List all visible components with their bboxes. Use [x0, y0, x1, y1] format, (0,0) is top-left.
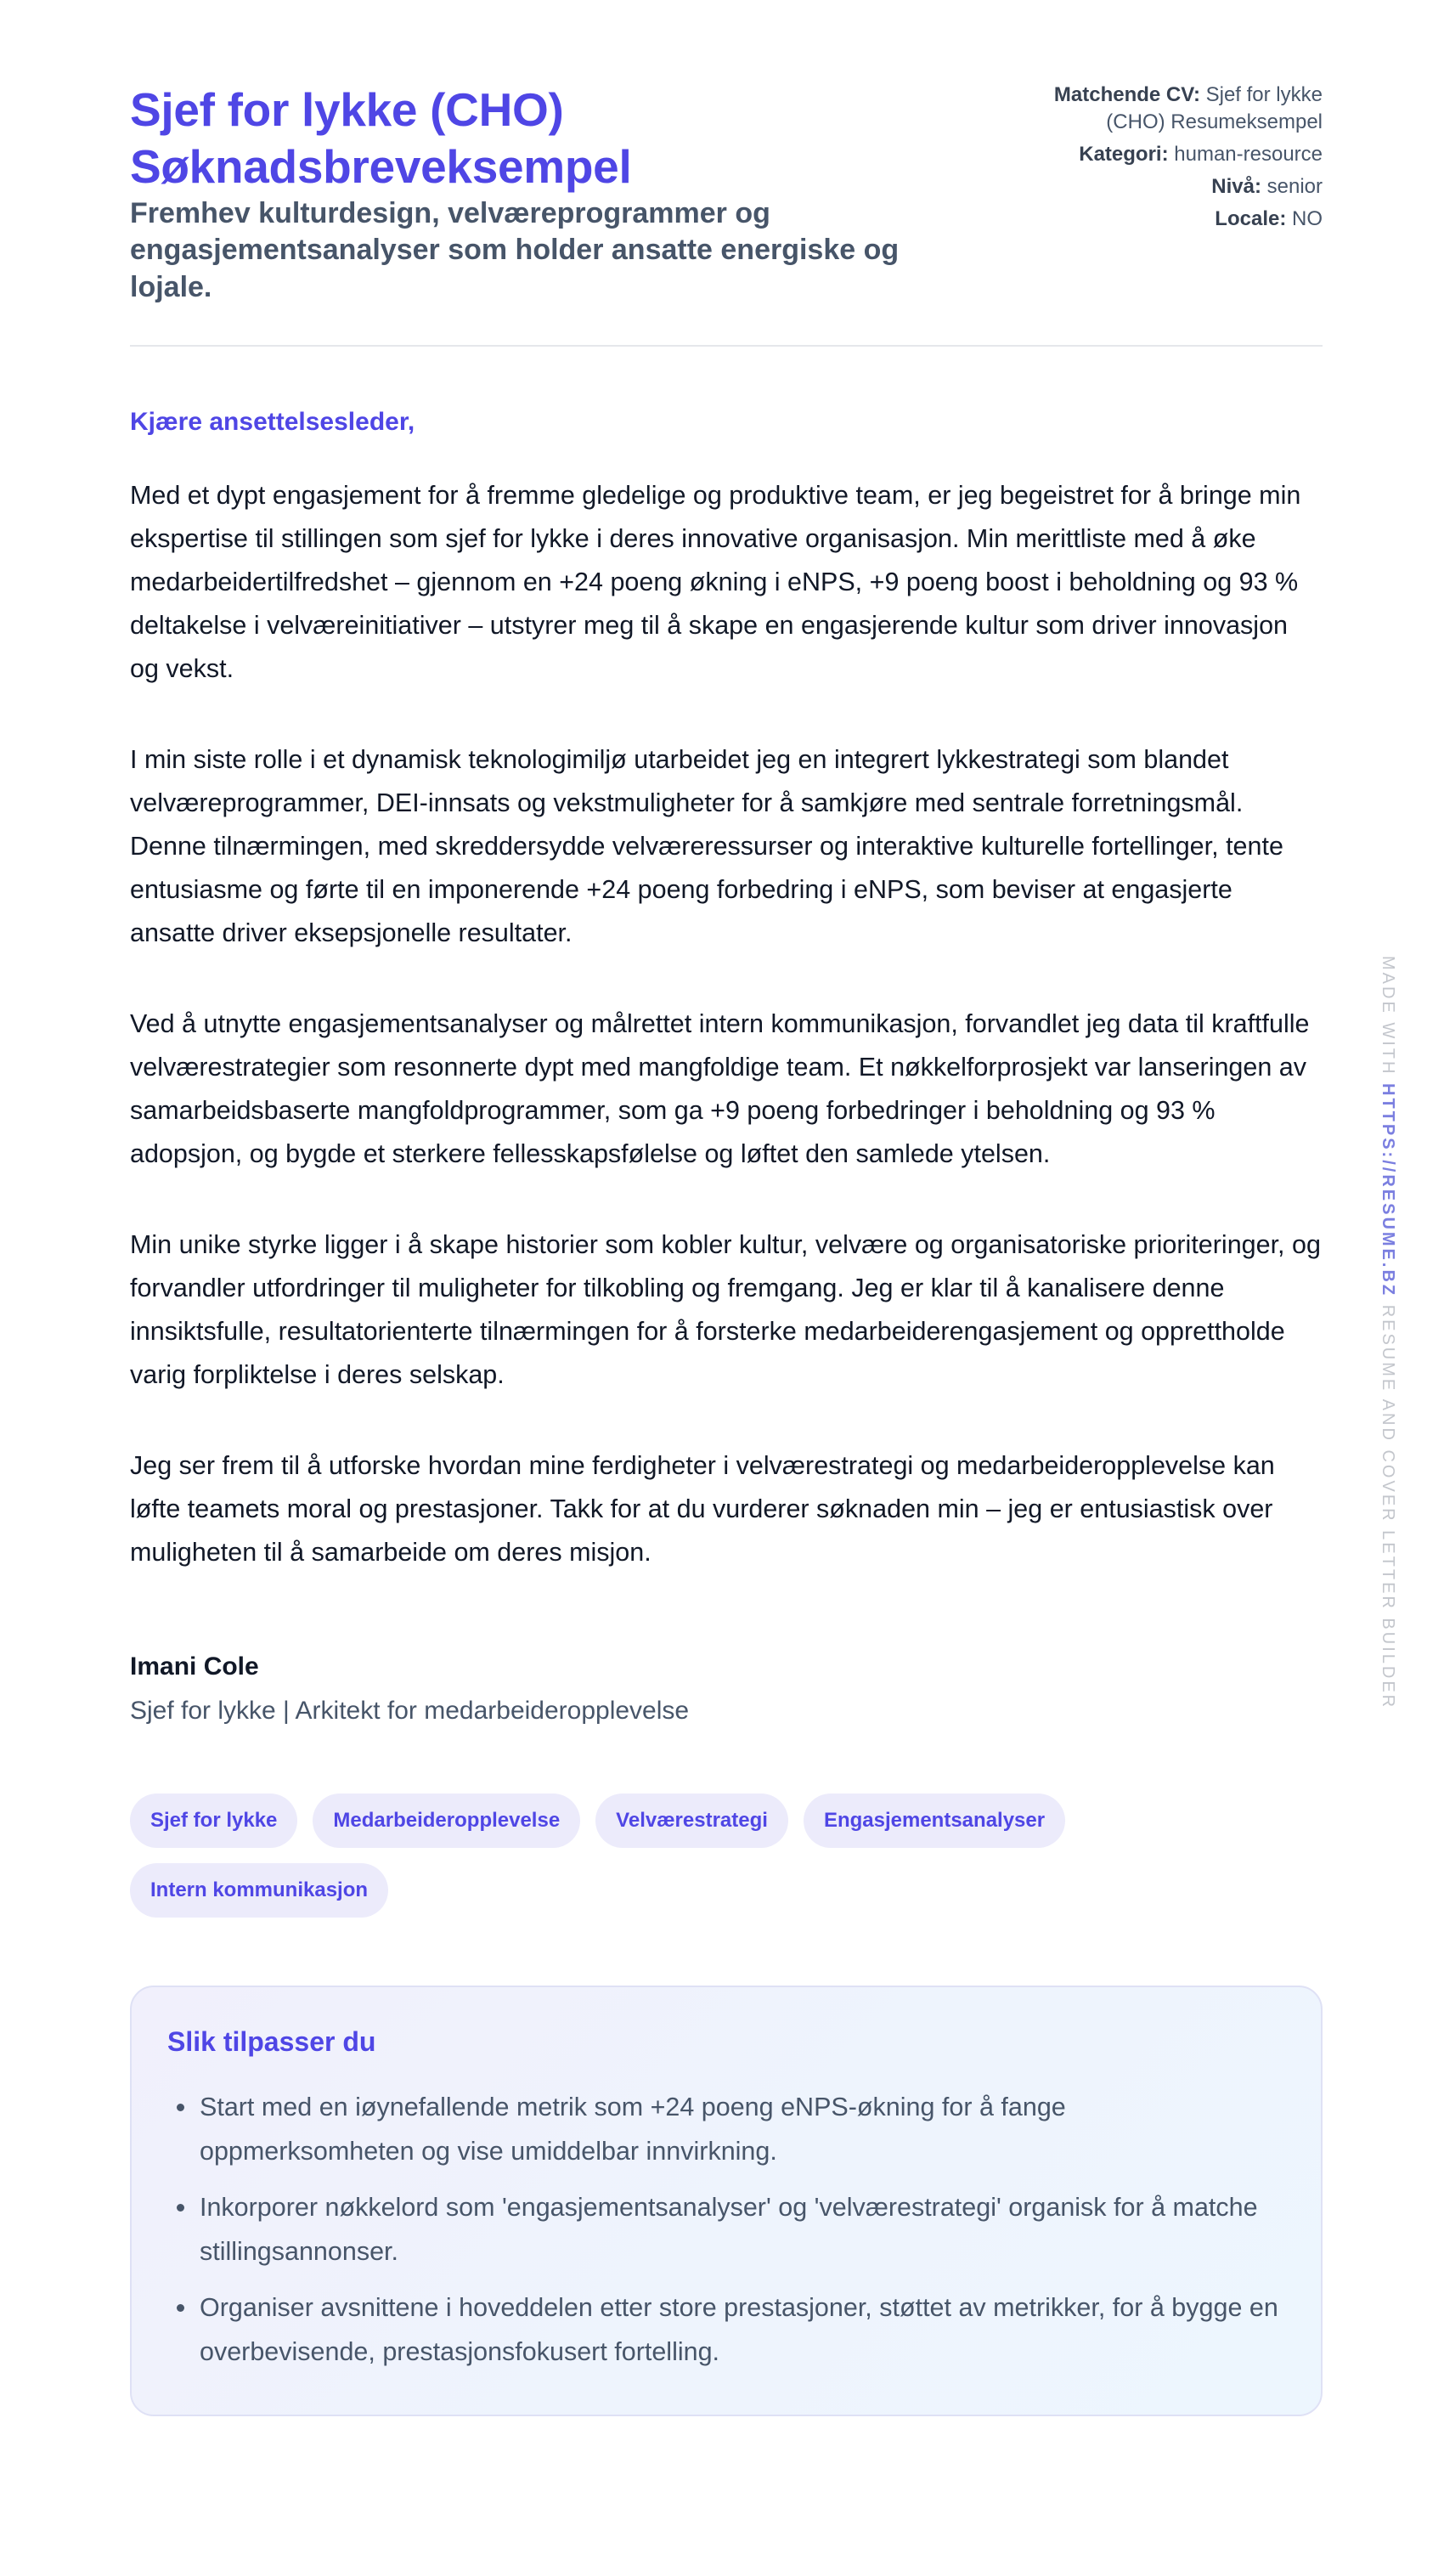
watermark — [1378, 956, 1397, 1709]
meta-locale — [1051, 206, 1323, 233]
meta-category — [1051, 141, 1323, 168]
watermark-prefix: MADE WITH — [1379, 956, 1397, 1076]
page-header — [130, 82, 1323, 347]
letter-body — [130, 408, 1323, 1574]
skill-tags — [130, 1794, 1149, 1918]
title-line-2: Søknadsbreveksempel — [130, 140, 632, 194]
signature-title: Sjef for lykke | Arkitekt for medarbeideropplevelse — [130, 1696, 690, 1725]
signature-name: Imani Cole — [130, 1652, 259, 1681]
tips-card — [130, 1986, 1323, 2416]
meta-matching-cv-value[interactable]: Sjef for lykke (CHO) Resumeksempel — [1106, 83, 1323, 133]
letter-paragraph: Med et dypt engasjement for å fremme gledelige og produktive team, er jeg begeistret for å bringe min ekspertise til stillingen som sjef for lykke i deres innovative organisasjon. Min merittliste med å øke medarbeidertilfredshet – gjennom en +24 poeng økning i eNPS, +9 poeng boost i beholdning og 93 % deltakelse i velværeinitiativer – utstyrer meg til å skape en engasjerende kultur som driver innovasjon og vekst. — [130, 480, 1301, 683]
signature-block — [130, 1652, 1323, 1726]
meta-category-value: human-resource — [1174, 142, 1323, 166]
meta-level — [1051, 173, 1323, 201]
tips-title: Slik tilpasser du — [167, 2025, 376, 2057]
watermark-suffix: RESUME AND COVER LETTER BUILDER — [1379, 1304, 1397, 1710]
meta-category-label: Kategori: — [1079, 142, 1169, 166]
meta-panel — [1051, 82, 1323, 238]
tips-list — [167, 2085, 1285, 2374]
skill-tag[interactable]: Intern kommunikasjon — [130, 1863, 388, 1918]
skill-tag[interactable]: Velværestrategi — [595, 1794, 788, 1848]
tips-list-item: • Organiser avsnittene i hoveddelen etter store prestasjoner, støttet av metrikker, for å bygge en overbevisende, prestasjonsfokusert fortelling. — [198, 2285, 1285, 2374]
watermark-link[interactable]: HTTPS://RESUME.BZ — [1379, 1083, 1397, 1298]
tips-list-item: • Start med en iøynefallende metrik som +24 poeng eNPS-økning for å fange oppmerksomheten og vise umiddelbar innvirkning. — [198, 2085, 1285, 2173]
letter-paragraph: Jeg ser frem til å utforske hvordan mine ferdigheter i velværestrategi og medarbeideropplevelse kan løfte teamets moral og prestasjoner. Takk for at du vurderer søknaden min – jeg er entusiastisk over muligheten til å samarbeide om deres misjon. — [130, 1450, 1275, 1567]
skill-tag[interactable]: Medarbeideropplevelse — [313, 1794, 580, 1848]
meta-level-value: senior — [1266, 174, 1323, 198]
title-line-1: Sjef for lykke (CHO) — [130, 83, 564, 136]
letter-greeting: Kjære ansettelsesleder, — [130, 407, 415, 436]
skill-tag[interactable]: Sjef for lykke — [130, 1794, 297, 1848]
tips-list-item: • Inkorporer nøkkelord som 'engasjementsanalyser' og 'velværestrategi' organisk for å matche stillingsannonser. — [198, 2185, 1285, 2274]
meta-locale-value: NO — [1292, 206, 1323, 230]
title-block — [130, 82, 979, 306]
letter-paragraph: I min siste rolle i et dynamisk teknologimiljø utarbeidet jeg en integrert lykkestrategi som blandet velværeprogrammer, DEI-innsats og vekstmuligheter for å samkjøre med sentrale forretningsmål. Denne tilnærmingen, med skreddersydde velværeressurser og interaktive kulturelle fortellinger, tente entusiasme og førte til en imponerende +24 poeng forbedring i eNPS, som beviser at engasjerte ansatte driver eksepsjonelle resultater. — [130, 744, 1283, 947]
page-subtitle: Fremhev kulturdesign, velværeprogrammer og engasjementsanalyser som holder ansatte energiske og lojale. — [130, 197, 900, 303]
meta-matching-cv-label: Matchende CV: — [1053, 83, 1200, 106]
page-title — [130, 82, 979, 195]
skill-tag[interactable]: Engasjementsanalyser — [804, 1794, 1065, 1848]
cover-letter-page — [130, 82, 1323, 2416]
meta-matching-cv — [1051, 82, 1323, 136]
meta-locale-label: Locale: — [1215, 206, 1287, 230]
meta-level-label: Nivå: — [1211, 174, 1261, 198]
letter-paragraph: Ved å utnytte engasjementsanalyser og målrettet intern kommunikasjon, forvandlet jeg data til kraftfulle velværestrategier som resonnerte dypt med mangfoldige team. Et nøkkelforprosjekt var lanseringen av samarbeidsbaserte mangfoldprogrammer, som ga +9 poeng forbedringer i beholdning og 93 % adopsjon, og bygde et sterkere fellesskapsfølelse og løftet den samlede ytelsen. — [130, 1008, 1310, 1168]
letter-paragraph: Min unike styrke ligger i å skape historier som kobler kultur, velvære og organisatoriske prioriteringer, og forvandler utfordringer til muligheter for tilkobling og fremgang. Jeg er klar til å kanalisere denne innsiktsfulle, resultatorienterte tilnærmingen for å forsterke medarbeiderengasjement og opprettholde varig forpliktelse i deres selskap. — [130, 1229, 1321, 1389]
